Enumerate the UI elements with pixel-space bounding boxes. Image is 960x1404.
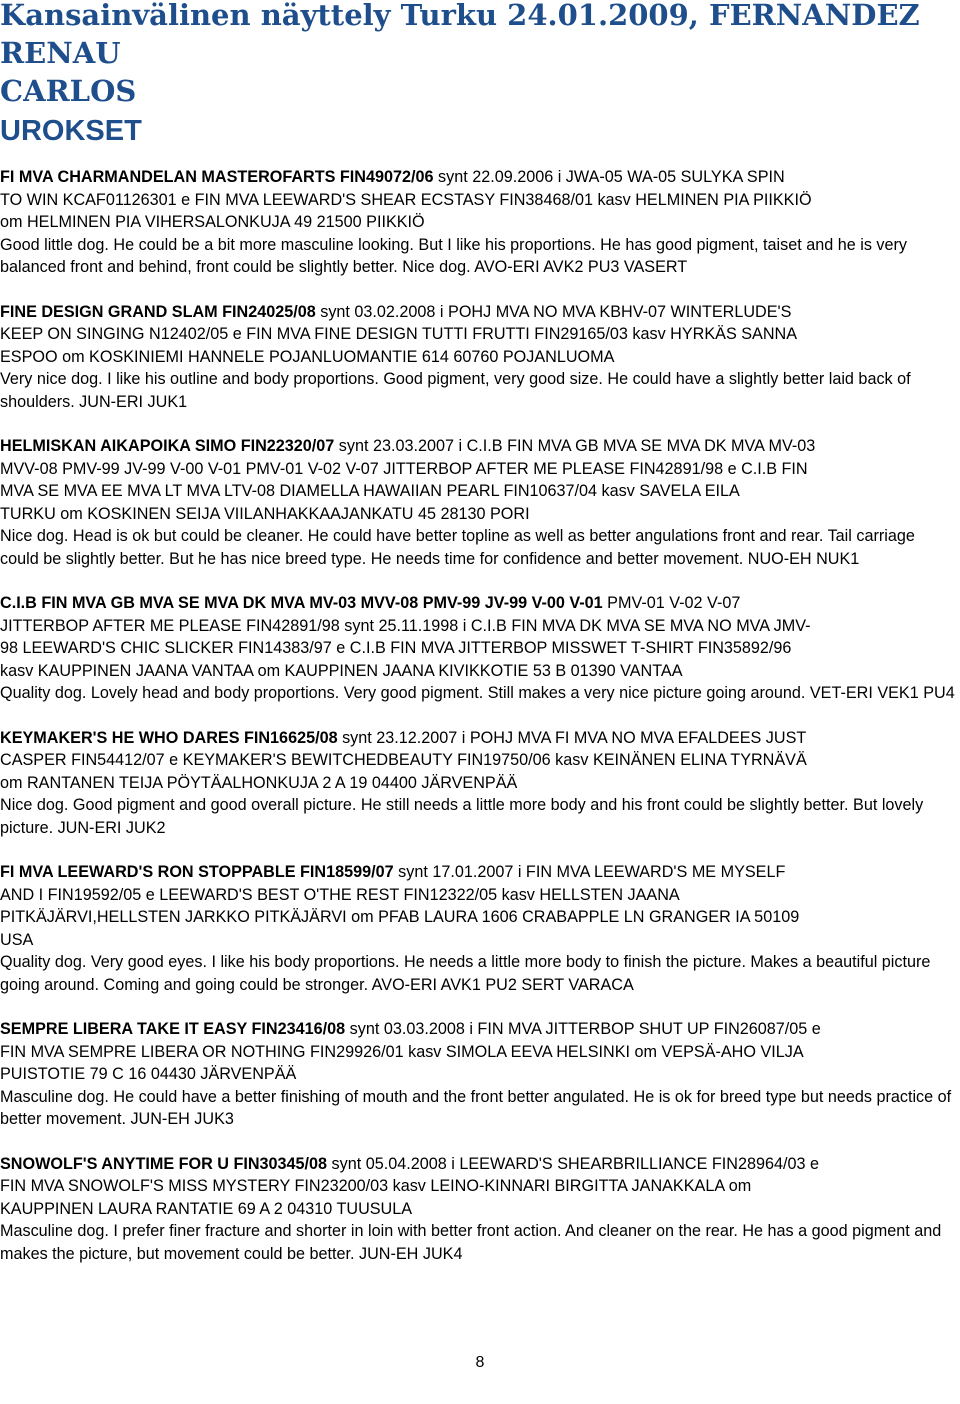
dog-name: KEYMAKER'S HE WHO DARES FIN16625/08 — [0, 728, 338, 747]
entry-details: synt 17.01.2007 i FIN MVA LEEWARD'S ME MYSELF — [393, 863, 786, 881]
entry-header — [0, 166, 958, 234]
entry — [0, 166, 958, 279]
entry-header-line: TURKU om KOSKINEN SEIJA VIILANHAKKAAJANKATU 45 28130 PORI — [0, 504, 530, 523]
entry-header — [0, 861, 958, 951]
entry-header-line: om RANTANEN TEIJA PÖYTÄALHONKUJA 2 A 19 04400 JÄRVENPÄÄ — [0, 773, 518, 792]
entry-header — [0, 301, 958, 369]
entry-header-line — [0, 301, 958, 324]
judge-critique: Masculine dog. I prefer finer fracture and shorter in loin with better front action. And cleaner on the rear. He has a good pigment and makes the picture, but movement could be better. JUN-EH JUK4 — [0, 1222, 942, 1263]
entry-details: synt 05.04.2008 i LEEWARD'S SHEARBRILLIANCE FIN28964/03 e — [327, 1154, 820, 1173]
dog-name: SEMPRE LIBERA TAKE IT EASY FIN23416/08 — [0, 1020, 346, 1038]
entry — [0, 435, 958, 570]
judge-critique: Masculine dog. He could have a better finishing of mouth and the front better angulated. He is ok for breed type but needs practice of better movement. JUN-EH JUK3 — [0, 1087, 952, 1128]
entry-header-line — [0, 435, 958, 458]
entry — [0, 592, 958, 705]
entry — [0, 301, 958, 414]
entry-details: synt 23.12.2007 i POHJ MVA FI MVA NO MVA EFALDEES JUST — [337, 728, 807, 747]
entry-header — [0, 727, 958, 795]
entry-header-line — [0, 592, 958, 615]
dog-name: FI MVA LEEWARD'S RON STOPPABLE FIN18599/07 — [0, 863, 394, 881]
entry-header — [0, 435, 958, 525]
title-line-2: CARLOS — [0, 74, 137, 108]
entry — [0, 727, 958, 840]
judge-critique: Nice dog. Head is ok but could be cleaner. He could have better topline as well as better angulations front and rear. Tail carriage could be slightly better. But he has nice breed type. He needs time for confidence and better movement. NUO-EH NUK1 — [0, 527, 915, 568]
entry-header-line: TO WIN KCAF01126301 e FIN MVA LEEWARD'S SHEAR ECSTASY FIN38468/01 kasv HELMINEN PIA PIIKKIÖ — [0, 190, 812, 209]
entries-list — [0, 166, 958, 1287]
entry-details: synt 22.09.2006 i JWA-05 WA-05 SULYKA SPIN — [433, 168, 785, 186]
entry-header-line: JITTERBOP AFTER ME PLEASE FIN42891/98 synt 25.11.1998 i C.I.B FIN MVA DK MVA SE MVA NO MVA JMV- — [0, 616, 811, 635]
entry-header-line: ESPOO om KOSKINIEMI HANNELE POJANLUOMANTIE 614 60760 POJANLUOMA — [0, 347, 615, 366]
title-line-1: Kansainvälinen näyttely Turku 24.01.2009, FERNANDEZ RENAU — [0, 0, 920, 70]
dog-name: HELMISKAN AIKAPOIKA SIMO FIN22320/07 — [0, 437, 335, 455]
entry-details: synt 23.03.2007 i C.I.B FIN MVA GB MVA SE MVA DK MVA MV-03 — [334, 437, 816, 455]
judge-critique: Quality dog. Very good eyes. I like his body proportions. He needs a little more body to finish the picture. Makes a beautiful picture going around. Coming and going could be stronger. AVO-ERI AVK1 PU2 SERT VARACA — [0, 953, 931, 994]
entry-header-line: kasv KAUPPINEN JAANA VANTAA om KAUPPINEN JAANA KIVIKKOTIE 53 B 01390 VANTAA — [0, 661, 683, 680]
entry-header-line: CASPER FIN54412/07 e KEYMAKER'S BEWITCHEDBEAUTY FIN19750/06 kasv KEINÄNEN ELINA TYRNÄVÄ — [0, 751, 807, 769]
entry-details: synt 03.03.2008 i FIN MVA JITTERBOP SHUT UP FIN26087/05 e — [345, 1020, 821, 1038]
judge-critique: Very nice dog. I like his outline and body proportions. Good pigment, very good size. He could have a slightly better laid back of shoulders. JUN-ERI JUK1 — [0, 370, 911, 411]
entry-header-line: KEEP ON SINGING N12402/05 e FIN MVA FINE DESIGN TUTTI FRUTTI FIN29165/03 kasv HYRKÄS SANNA — [0, 325, 798, 343]
entry-header-line: AND I FIN19592/05 e LEEWARD'S BEST O'THE REST FIN12322/05 kasv HELLSTEN JAANA — [0, 885, 680, 904]
page-title — [0, 0, 950, 110]
entry-header — [0, 1153, 958, 1221]
entry-details: synt 03.02.2008 i POHJ MVA NO MVA KBHV-07 WINTERLUDE'S — [315, 302, 792, 321]
entry-header-line: PITKÄJÄRVI,HELLSTEN JARKKO PITKÄJÄRVI om PFAB LAURA 1606 CRABAPPLE LN GRANGER IA 50109 — [0, 908, 800, 926]
entry-header-line — [0, 1018, 958, 1041]
entry-details: PMV-01 V-02 V-07 — [602, 594, 741, 612]
dog-name: C.I.B FIN MVA GB MVA SE MVA DK MVA MV-03 MVV-08 PMV-99 JV-99 V-00 V-01 — [0, 594, 603, 612]
entry-header-line: FIN MVA SNOWOLF'S MISS MYSTERY FIN23200/03 kasv LEINO-KINNARI BIRGITTA JANAKKALA om — [0, 1177, 752, 1195]
entry-header-line — [0, 861, 958, 884]
entry-header-line: 98 LEEWARD'S CHIC SLICKER FIN14383/97 e C.I.B FIN MVA JITTERBOP MISSWET T-SHIRT FIN35892/96 — [0, 639, 792, 657]
entry — [0, 1018, 958, 1131]
entry-header — [0, 1018, 958, 1086]
entry-header-line: FIN MVA SEMPRE LIBERA OR NOTHING FIN29926/01 kasv SIMOLA EEVA HELSINKI om VEPSÄ-AHO VILJA — [0, 1042, 804, 1061]
section-heading: UROKSET — [0, 115, 142, 147]
entry-header-line: KAUPPINEN LAURA RANTATIE 69 A 2 04310 TUUSULA — [0, 1199, 413, 1218]
entry-header-line — [0, 727, 958, 750]
dog-name: FI MVA CHARMANDELAN MASTEROFARTS FIN49072/06 — [0, 168, 434, 186]
entry — [0, 1153, 958, 1266]
dog-name: SNOWOLF'S ANYTIME FOR U FIN30345/08 — [0, 1154, 328, 1173]
entry-header — [0, 592, 958, 682]
entry-header-line: MVA SE MVA EE MVA LT MVA LTV-08 DIAMELLA HAWAIIAN PEARL FIN10637/04 kasv SAVELA EILA — [0, 482, 740, 500]
judge-critique: Good little dog. He could be a bit more masculine looking. But I like his proportions. He has good pigment, taiset and he is very balanced front and behind, front could be slightly better. Nice dog. AVO-ERI AVK2 PU3 VASERT — [0, 235, 907, 276]
entry — [0, 861, 958, 996]
entry-header-line: USA — [0, 930, 34, 949]
entry-header-line: MVV-08 PMV-99 JV-99 V-00 V-01 PMV-01 V-02 V-07 JITTERBOP AFTER ME PLEASE FIN42891/98 e C.I.B FIN — [0, 459, 808, 478]
judge-critique: Nice dog. Good pigment and good overall picture. He still needs a little more body and his front could be slightly better. But lovely picture. JUN-ERI JUK2 — [0, 796, 924, 837]
entry-header-line — [0, 166, 958, 189]
entry-header-line — [0, 1153, 958, 1176]
entry-header-line: PUISTOTIE 79 C 16 04430 JÄRVENPÄÄ — [0, 1065, 297, 1083]
dog-name: FINE DESIGN GRAND SLAM FIN24025/08 — [0, 302, 316, 321]
judge-critique: Quality dog. Lovely head and body proportions. Very good pigment. Still makes a very nice picture going around. VET-ERI VEK1 PU4 — [0, 684, 955, 702]
entry-header-line: om HELMINEN PIA VIHERSALONKUJA 49 21500 PIIKKIÖ — [0, 213, 425, 231]
page-number: 8 — [475, 1354, 485, 1371]
